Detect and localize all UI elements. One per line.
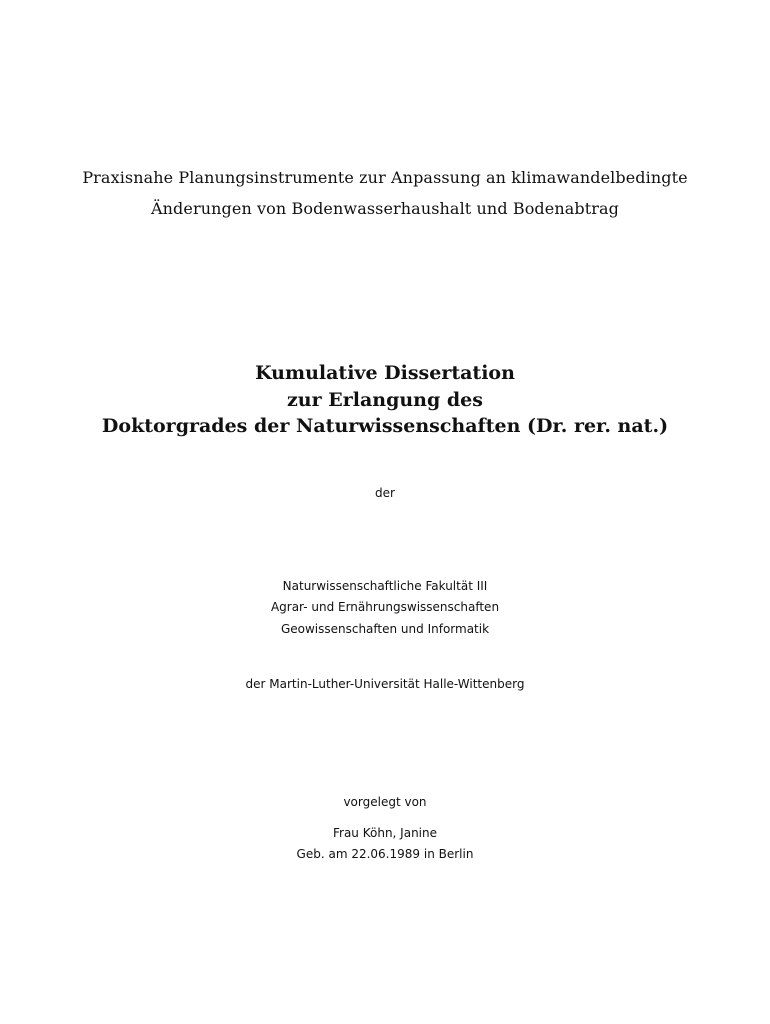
author-name: Frau Köhn, Janine xyxy=(332,826,437,840)
university-line: der Martin-Luther-Universität Halle-Wittenberg xyxy=(245,677,525,691)
title-line-1: Praxisnahe Planungsinstrumente zur Anpassung an klimawandelbedingte xyxy=(82,168,688,187)
faculty-line-2: Agrar- und Ernährungswissenschaften xyxy=(270,600,500,614)
faculty-line-3: Geowissenschaften und Informatik xyxy=(280,622,490,636)
der-label: der xyxy=(375,486,395,500)
birth-info: Geb. am 22.06.1989 in Berlin xyxy=(296,847,474,861)
heading-line-3: Doktorgrades der Naturwissenschaften (Dr. rer. nat.) xyxy=(101,415,669,437)
title-line-2: Änderungen von Bodenwasserhaushalt und Bodenabtrag xyxy=(151,199,619,218)
submitted-by-label: vorgelegt von xyxy=(343,795,427,809)
heading-line-1: Kumulative Dissertation xyxy=(255,362,515,384)
faculty-line-1: Naturwissenschaftliche Fakultät III xyxy=(282,579,488,593)
heading-line-2: zur Erlangung des xyxy=(287,389,483,411)
